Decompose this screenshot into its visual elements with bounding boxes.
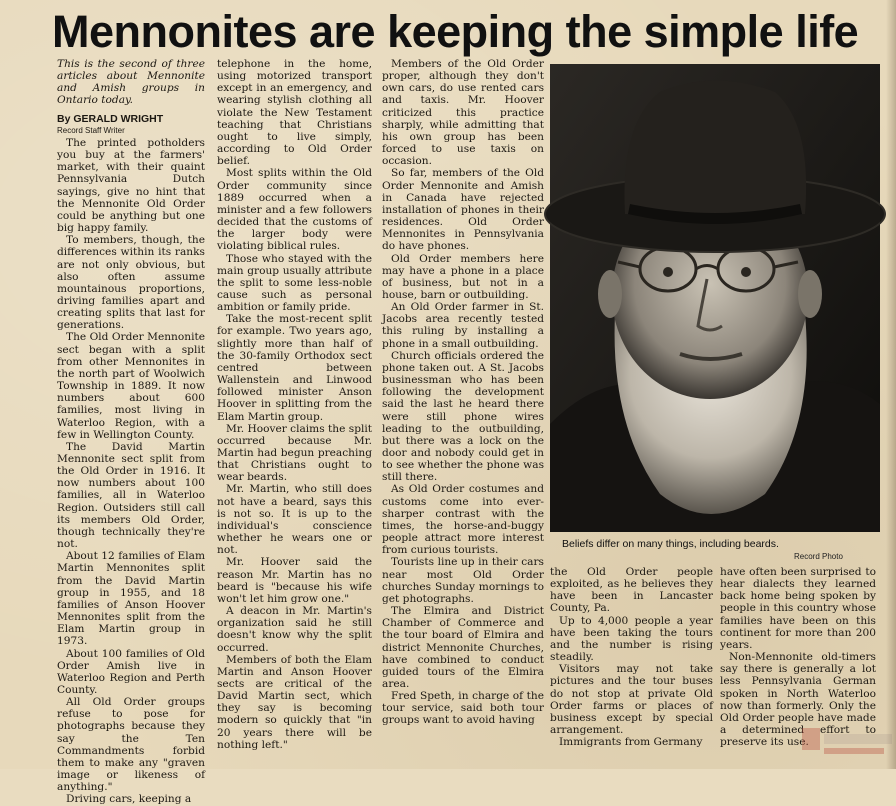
paragraph: have often been surprised to hear dialects they learned back home being spoken by people in this country whose families have been on this continent for more than 200 years. (720, 566, 876, 651)
paragraph: Mr. Hoover said the reason Mr. Martin has no beard is "because his wife won't let him grow one." (217, 556, 372, 605)
paragraph: All Old Order groups refuse to pose for photographs because they say the Ten Commandments forbid them to make any "graven image or likeness of anything." (57, 696, 205, 794)
paragraph: the Old Order people exploited, as he believes they have been in Lancaster County, Pa. (550, 566, 713, 615)
paragraph: Immigrants from Germany (559, 736, 703, 749)
heritage-watermark-logo (800, 722, 896, 762)
paragraph: Take the most-recent split for example. Two years ago, slightly more than half of the 30-family Orthodox sect centred between Wallenstein and Linwood followed minister Anson Hoover in splitting from the Elam Martin group. (217, 313, 372, 423)
paragraph: Old Order members here may have a phone in a place of business, but not in a house, barn or outbuilding. (382, 252, 544, 301)
photo-caption: Beliefs differ on many things, including beards. (562, 538, 779, 550)
paragraph: To members, though, the differences within its ranks are not only obvious, but also often assume mountainous proportions, driving families apart and creating splits that last for generations. (57, 234, 205, 332)
paragraph: Up to 4,000 people a year have been taking the tours and the number is rising steadily. (550, 614, 713, 664)
paragraph: Members of the Old Order proper, although they don't own cars, do use rented cars and taxis. Mr. Hoover criticized this practice sharply, while admitting that his own group has been forced to use taxis on occasion. (382, 58, 544, 168)
byline: By GERALD WRIGHT (57, 112, 164, 125)
paragraph: An Old Order farmer in St. Jacobs area recently tested this ruling by installing a phone in a small outbuilding. (382, 301, 544, 350)
article-column-2 (217, 58, 372, 764)
paragraph: The Elmira and District Chamber of Commerce and the tour board of Elmira and district Mennonite Churches, have combined to conduct guided tours of the Elmira area. (382, 605, 544, 690)
article-column-3 (382, 58, 544, 764)
paragraph: The Old Order Mennonite sect began with a split from other Mennonites in the north part of Woolwich Township in 1889. It now numbers about 600 families, most living in Waterloo Region, with a few in Wellington County. (57, 331, 205, 441)
photo-credit: Record Photo (794, 552, 843, 561)
paragraph: About 12 families of Elam Martin Mennonites split from the David Martin group in 1955, and 18 families of Anson Hoover Mennonites split from the Elam Martin group in 1973. (57, 550, 205, 648)
paragraph: Tourists line up in their cars near most Old Order churches Sunday mornings to get photographs. (382, 556, 544, 605)
paragraph: Mr. Martin, who still does not have a beard, says this is not so. It is up to the individual's conscience whether he wears one or not. (217, 483, 372, 557)
paragraph: A deacon in Mr. Martin's organization said he still doesn't know why the split occurred. (217, 605, 372, 654)
headline: Mennonites are keeping the simple life (52, 6, 859, 57)
photo-old-order-man (550, 64, 880, 532)
paragraph: About 100 families of Old Order Amish live in Waterloo Region and Perth County. (57, 647, 205, 696)
paragraph: Mr. Hoover claims the split occurred because Mr. Martin had begun preaching that Christians ought to wear beards. (217, 422, 373, 484)
paragraph: Fred Speth, in charge of the tour service, said both tour groups want to avoid having (382, 690, 544, 727)
paragraph: telephone in the home, using motorized transport except in an emergency, and wearing stylish clothing all violate the New Testament teaching that Christians ought to live simply, according to Old Order belief. (217, 58, 372, 168)
paragraph: Visitors may not take pictures and the tour buses do not stop at private Old Order farms or places of business except by special arrangement. (550, 663, 713, 737)
paper-edge (886, 0, 896, 769)
portrait-illustration (550, 64, 880, 532)
paragraph: The David Martin Mennonite sect split from the Old Order in 1916. It now numbers about 100 families, all in Waterloo Region. Outsiders still call its members Old Order, though technically they're not. (57, 440, 205, 551)
intro-text: This is the second of three articles about Mennonite and Amish groups in Ontario today. (57, 58, 205, 107)
paragraph: As Old Order costumes and customs come into ever-sharper contrast with the times, the horse-and-buggy people attract more interest from curious tourists. (382, 483, 544, 557)
paragraph: Those who stayed with the main group usually attribute the split to some less-noble cause such as personal ambition or family pride. (217, 252, 372, 314)
paragraph: Non-Mennonite old-timers say there is generally a lot less Pennsylvania German spoken in North Waterloo now than formerly. Only the Old Order people have made a determined effort to preserve its use. (720, 651, 876, 749)
paragraph: The printed potholders you buy at the farmers' market, with their quaint Pennsylvania Dutch sayings, give no hint that the Mennonite Old Order could be anything but one big happy family. (57, 136, 205, 235)
paragraph: Church officials ordered the phone taken out. A St. Jacobs businessman who has been following the development said the last he heard there were still phone wires leading to the outbuilding, but there was a lock on the door and nobody could get in to see whether the phone was still there. (382, 349, 544, 484)
article-column-3-continued (550, 566, 713, 766)
paragraph: Driving cars, keeping a (66, 793, 192, 806)
paragraph: So far, members of the Old Order Mennonite and Amish in Canada have rejected installation of phones in their residences. Old Order Mennonites in Pennsylvania do have phones. (382, 167, 544, 253)
paragraph: Members of both the Elam Martin and Anson Hoover sects are critical of the David Martin sect, which they say is becoming modern so quickly that "in 20 years there will be nothing left." (217, 653, 372, 751)
byline-role: Record Staff Writer (57, 125, 125, 135)
paragraph: Most splits within the Old Order community since 1889 occurred when a minister and a few followers decided that the customs of the larger body were violating biblical rules. (217, 167, 372, 253)
article-column-1 (57, 58, 205, 806)
